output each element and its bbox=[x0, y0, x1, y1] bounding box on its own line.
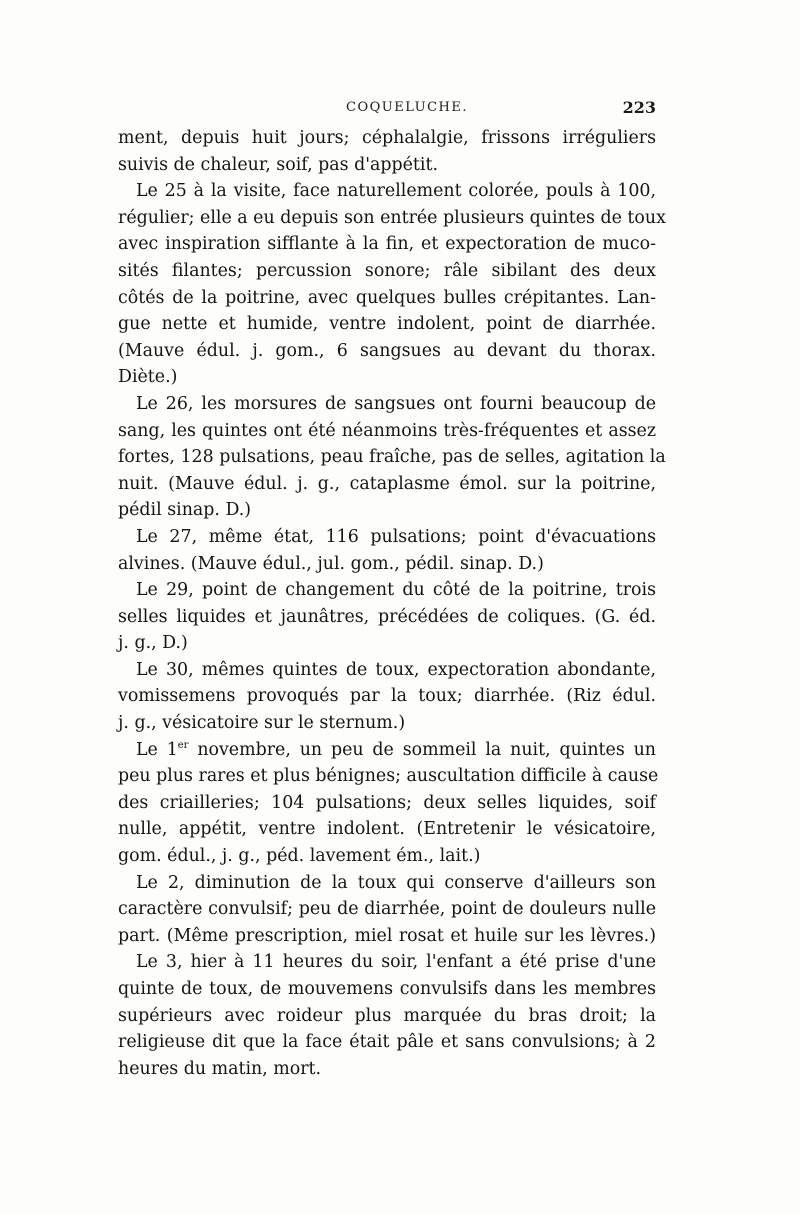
text-line: Le 29, point de changement du côté de la poitrine, trois bbox=[136, 580, 656, 601]
text-line: Le 26, les morsures de sangsues ont fourni beaucoup de bbox=[136, 393, 656, 414]
text-line: régulier; elle a eu depuis son entrée plusieurs quintes de toux bbox=[118, 207, 666, 228]
text-line: Le 3, hier à 11 heures du soir, l'enfant a été prise d'une bbox=[136, 952, 656, 973]
text-line: nuit. (Mauve édul. j. g., cataplasme émol. sur la poitrine, bbox=[118, 473, 656, 494]
text-line: peu plus rares et plus bénignes; auscultation difficile à cause bbox=[118, 766, 659, 787]
text-line: supérieurs avec roideur plus marquée du bras droit; la bbox=[118, 1005, 656, 1026]
text-line: Le 30, mêmes quintes de toux, expectoration abondante, bbox=[136, 659, 656, 680]
text-line: sang, les quintes ont été néanmoins très-fréquentes et assez bbox=[118, 420, 656, 441]
text-line: Le 2, diminution de la toux qui conserve d'ailleurs son bbox=[136, 872, 656, 893]
text-line: fortes, 128 pulsations, peau fraîche, pas de selles, agitation la bbox=[118, 447, 666, 468]
text-line: heures du matin, mort. bbox=[118, 1058, 322, 1079]
text-line: des criailleries; 104 pulsations; deux selles liquides, soif bbox=[118, 792, 656, 813]
text-line: Diète.) bbox=[118, 367, 178, 388]
running-title: COQUELUCHE. bbox=[346, 100, 468, 115]
text-line: (Mauve édul. j. gom., 6 sangsues au devant du thorax. bbox=[118, 340, 656, 361]
text-line: Le 1er novembre, un peu de sommeil la nuit, quintes un bbox=[136, 739, 656, 760]
text-line: j. g., vésicatoire sur le sternum.) bbox=[118, 713, 406, 734]
text-line: religieuse dit que la face était pâle et sans convulsions; à 2 bbox=[118, 1032, 656, 1053]
text-line: sités filantes; percussion sonore; râle sibilant des deux bbox=[118, 260, 656, 281]
page-header bbox=[118, 98, 656, 122]
text-line: alvines. (Mauve édul., jul. gom., pédil. sinap. D.) bbox=[118, 553, 544, 574]
text-line: suivis de chaleur, soif, pas d'appétit. bbox=[118, 154, 438, 175]
text-line: gom. édul., j. g., péd. lavement ém., lait.) bbox=[118, 846, 481, 867]
text-line: quinte de toux, de mouvemens convulsifs dans les membres bbox=[118, 979, 656, 999]
text-line: vomissemens provoqués par la toux; diarrhée. (Riz édul. bbox=[118, 686, 656, 707]
body-text bbox=[118, 125, 666, 1082]
text-line: ment, depuis huit jours; céphalalgie, frissons irréguliers bbox=[118, 128, 656, 148]
text-line: nulle, appétit, ventre indolent. (Entretenir le vésicatoire, bbox=[118, 819, 656, 840]
text-line: caractère convulsif; peu de diarrhée, point de douleurs nulle bbox=[118, 899, 656, 920]
text-line: Le 25 à la visite, face naturellement colorée, pouls à 100, bbox=[136, 181, 656, 202]
text-line: part. (Même prescription, miel rosat et huile sur les lèvres.) bbox=[118, 925, 656, 946]
text-line: gue nette et humide, ventre indolent, point de diarrhée. bbox=[118, 314, 656, 335]
text-line: selles liquides et jaunâtres, précédées de coliques. (G. éd. bbox=[118, 606, 656, 627]
text-line: j. g., D.) bbox=[118, 633, 188, 654]
text-line: pédil sinap. D.) bbox=[118, 500, 252, 521]
text-line: avec inspiration sifflante à la fin, et expectoration de muco- bbox=[118, 234, 656, 255]
text-line: Le 27, même état, 116 pulsations; point d'évacuations bbox=[136, 526, 656, 547]
page-number: 223 bbox=[622, 98, 656, 117]
text-line: côtés de la poitrine, avec quelques bulles crépitantes. Lan- bbox=[118, 287, 656, 308]
